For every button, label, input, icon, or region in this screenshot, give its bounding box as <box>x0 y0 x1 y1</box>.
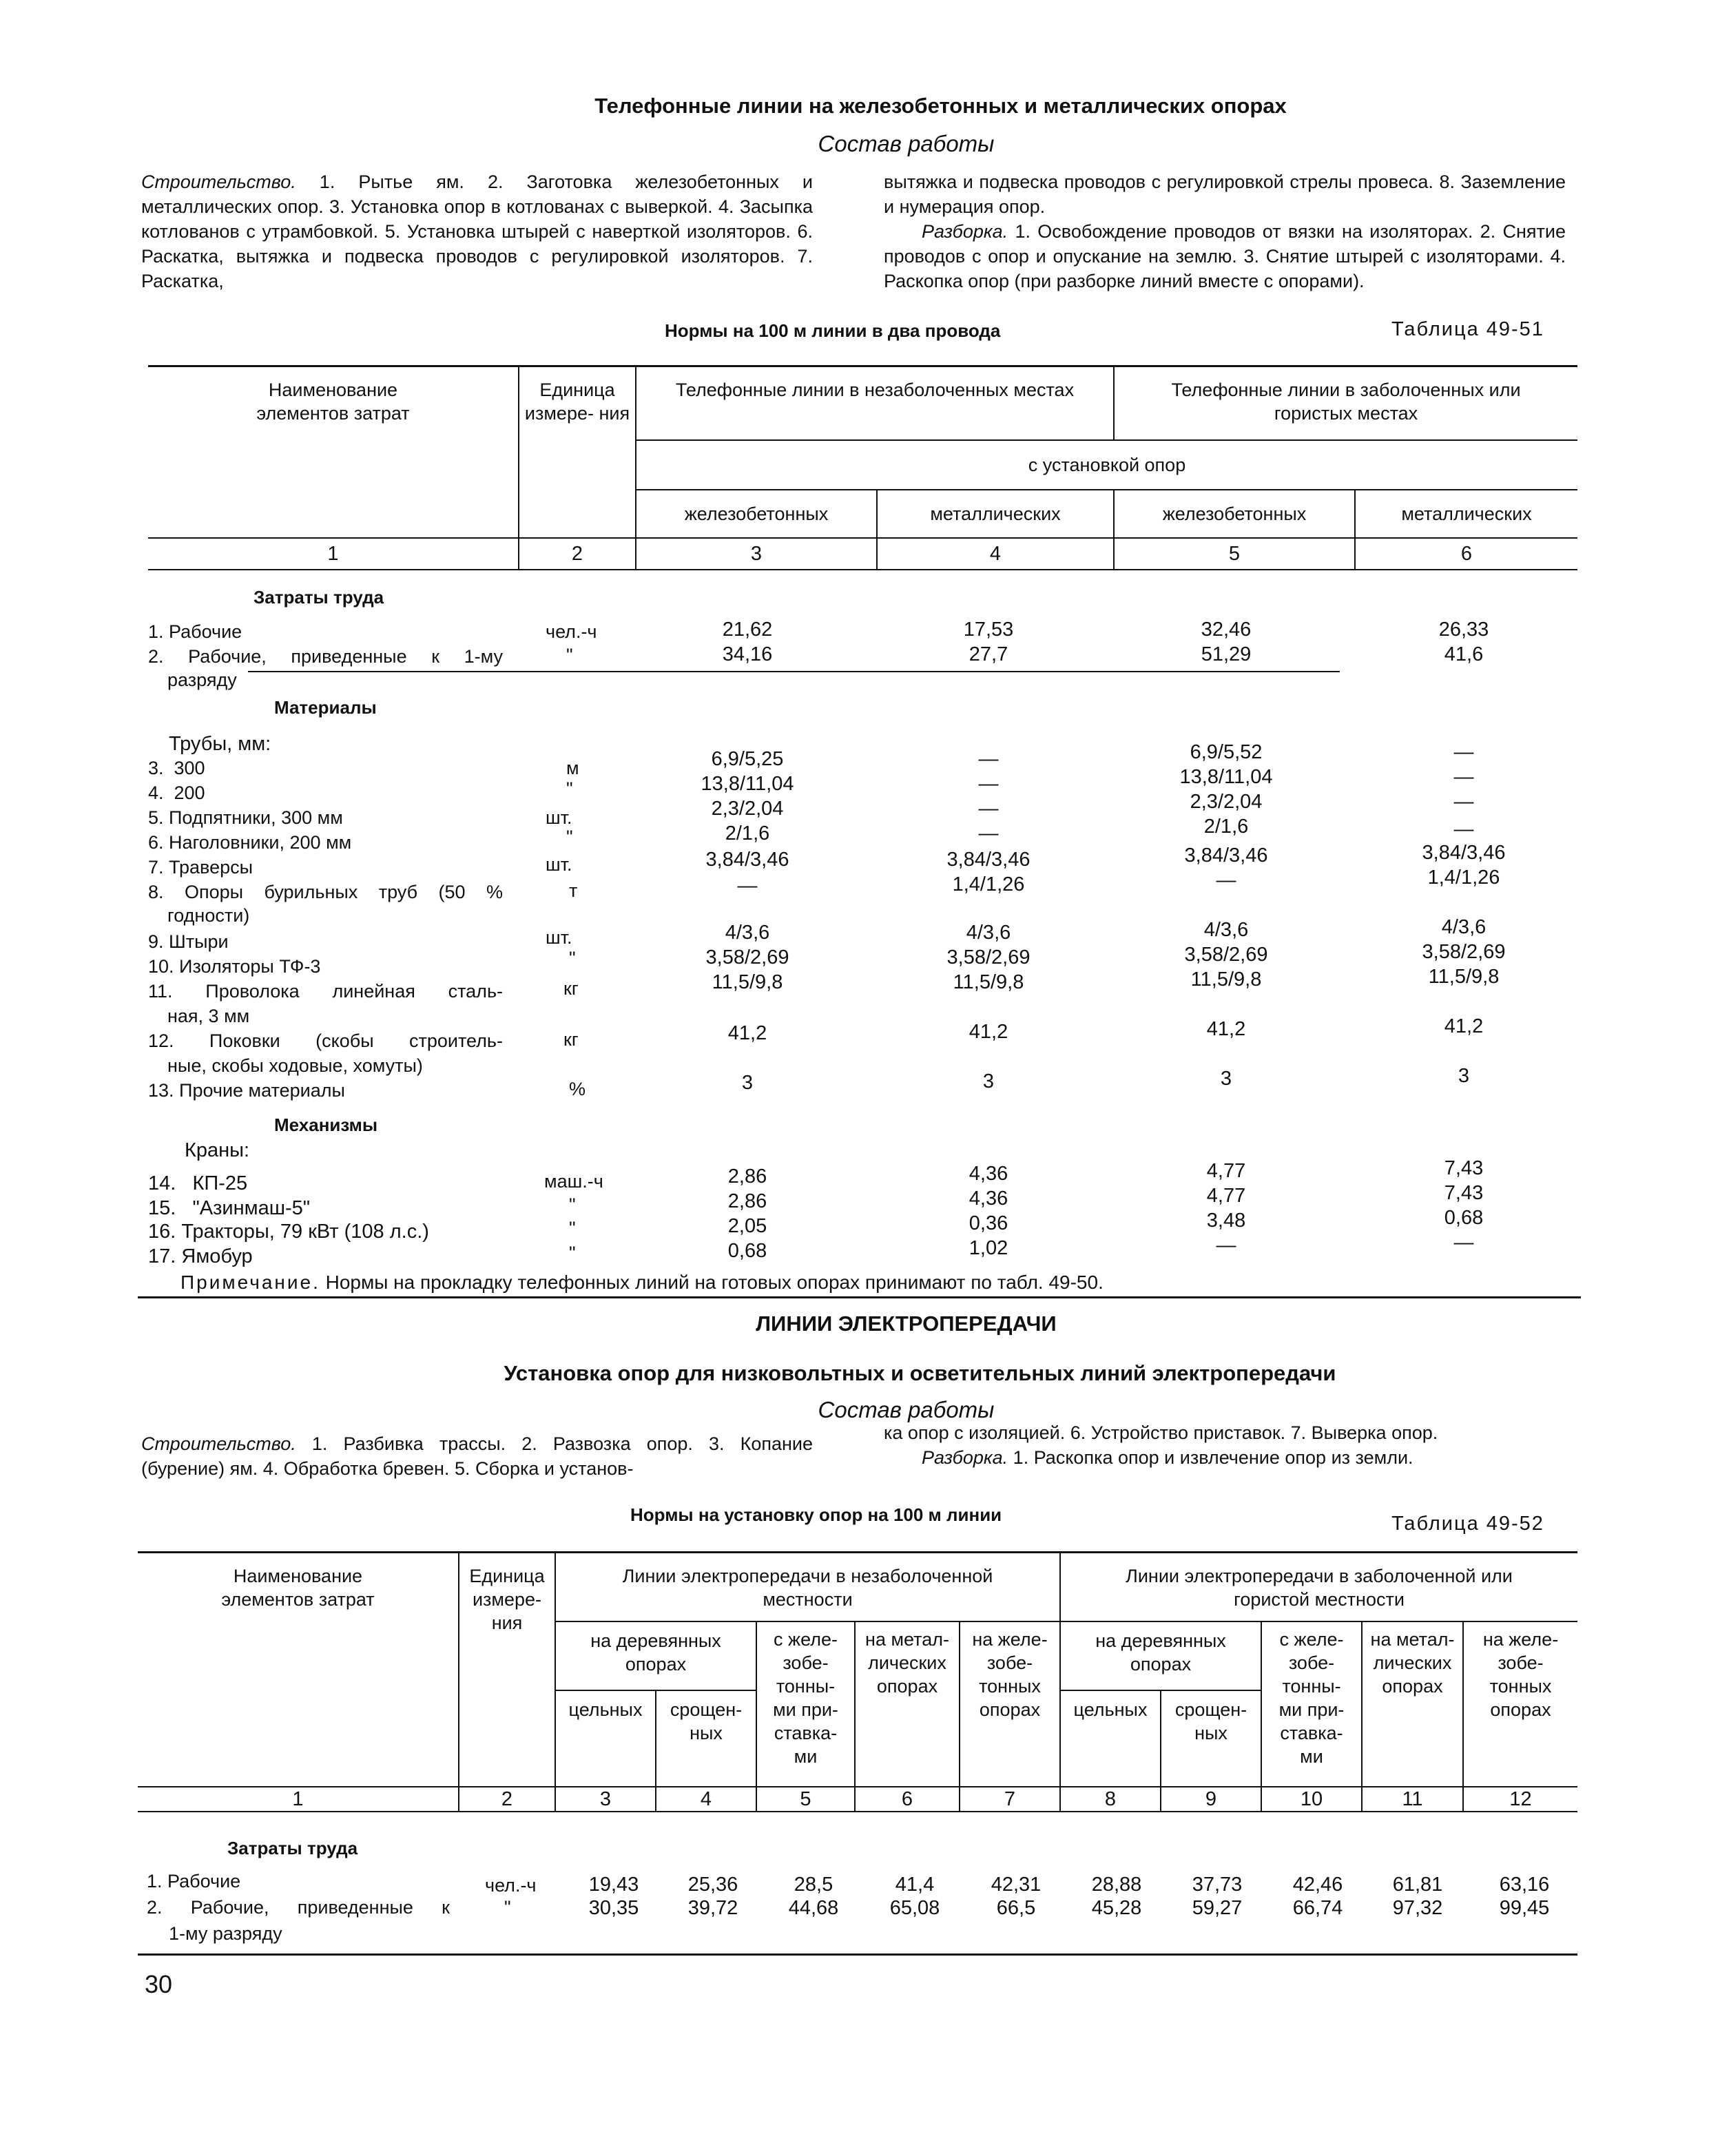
t1-r6-v3: 2/1,6 <box>725 822 770 844</box>
section2-heading: ЛИНИИ ЭЛЕКТРОПЕРЕДАЧИ <box>756 1312 1057 1336</box>
t2-h-rcatt-b: с желе- зобе- тонны- ми при- ставка- ми <box>1261 1621 1362 1787</box>
t1-r15-v6: 7,43 <box>1444 1182 1484 1204</box>
section1-left-text: 1. Рытье ям. 2. Заготовка железобетонных и металлических опор. 3. Установка опор в котлованах с выверкой. 4. Засыпка котлованов с утрамбовкой. 5. Установка штырей с наверткой изоляторов. 6. Раскатка, вытяжка и подвеска проводов с регулировкой изоляторов. 7. Раскатка, <box>141 172 813 291</box>
section1-left-paragraph <box>141 169 813 293</box>
t1-r2-name2: разряду <box>167 670 237 690</box>
t1-h-group1: Телефонные линии в незаболоченных местах <box>636 366 1114 440</box>
t1-r8-name: 8. Опоры бурильных труб (50 % <box>148 882 503 902</box>
t1-r13-v6: 3 <box>1458 1065 1470 1087</box>
t1-r12-v4: 41,2 <box>969 1021 1008 1043</box>
t1-r15-v3: 2,86 <box>727 1190 767 1212</box>
t1-r16-v3: 2,05 <box>727 1215 767 1237</box>
t2-h-name: Наименование элементов затрат <box>138 1553 459 1787</box>
t1-r11-name: 11. Проволока линейная сталь- <box>148 981 503 1002</box>
t1-r17-v3: 0,68 <box>727 1240 767 1262</box>
t2-h-rc-a: на желе- зобе- тонных опорах <box>960 1621 1060 1787</box>
t1-r1-unit: чел.-ч <box>546 621 597 642</box>
t1-r10-v4: 3,58/2,69 <box>946 946 1030 968</box>
section1-right-paragraph <box>884 169 1566 293</box>
t1-r5-name: 5. Подпятники, 300 мм <box>148 807 343 828</box>
t2-h-solid-a: цельных <box>555 1690 656 1787</box>
t1-num-5: 5 <box>1114 538 1355 570</box>
t1-r8-v6: 1,4/1,26 <box>1427 867 1500 889</box>
t1-r5-v4: — <box>978 798 999 820</box>
t1-r11-v5: 11,5/9,8 <box>1190 968 1262 991</box>
t1-r2-unit: " <box>566 645 573 665</box>
t2-h-group2: Линии электропередачи в заболоченной или гористой местности <box>1060 1553 1577 1621</box>
t1-r5-unit: шт. <box>546 807 572 828</box>
t2-num-7: 7 <box>960 1787 1060 1812</box>
section2-right-paragraph <box>884 1420 1566 1470</box>
t1-r8-name2: годности) <box>167 905 250 926</box>
t2-r2-v10: 66,74 <box>1292 1897 1343 1919</box>
t1-r1-name: 1. Рабочие <box>148 621 242 642</box>
t1-r9-v5: 4/3,6 <box>1203 919 1249 941</box>
section-divider <box>138 1296 1581 1298</box>
section2-right-text1: ка опор с изоляцией. 6. Устройство приставок. 7. Выверка опор. <box>884 1422 1438 1443</box>
t1-r16-v6: 0,68 <box>1444 1207 1484 1229</box>
t1-r16-v5: 3,48 <box>1206 1210 1246 1232</box>
t1-r9-v4: 4/3,6 <box>966 922 1011 944</box>
t1-h-unit: Единица измере- ния <box>519 366 636 538</box>
page-number: 30 <box>145 1970 173 1998</box>
section2-left-paragraph <box>141 1431 813 1481</box>
t1-r4-name: 4. 200 <box>148 782 205 803</box>
t1-r10-name: 10. Изоляторы ТФ-3 <box>148 956 321 977</box>
t1-num-1: 1 <box>148 538 519 570</box>
t1-r11-name2: ная, 3 мм <box>167 1006 250 1026</box>
t1-h-install: с установкой опор <box>636 440 1577 490</box>
t1-r13-v3: 3 <box>741 1072 754 1094</box>
section2-right-text2: 1. Раскопка опор и извлечение опор из земли. <box>1008 1447 1413 1468</box>
t2-r2-v9: 59,27 <box>1192 1897 1243 1919</box>
t1-r17-v5: — <box>1216 1234 1236 1256</box>
t2-num-12: 12 <box>1463 1787 1577 1812</box>
table1-number: Таблица 49-51 <box>1391 318 1544 340</box>
t1-r6-v5: 2/1,6 <box>1203 816 1249 838</box>
t1-sec-mech: Механизмы <box>274 1115 378 1135</box>
t1-r4-v6: — <box>1453 766 1474 788</box>
t1-r12-v3: 41,2 <box>727 1022 767 1044</box>
t2-r2-v8: 45,28 <box>1091 1897 1142 1919</box>
t1-r15-unit: " <box>569 1194 576 1215</box>
t1-h-col3: железобетонных <box>636 490 877 538</box>
t2-r1-v3: 19,43 <box>588 1874 639 1896</box>
t1-r5-v3: 2,3/2,04 <box>711 798 784 820</box>
t2-h-spliced-b: срощен- ных <box>1161 1690 1261 1787</box>
t2-r2-v4: 39,72 <box>687 1897 738 1919</box>
t1-r12-name: 12. Поковки (скобы строитель- <box>148 1030 503 1051</box>
table2-bottom-rule <box>138 1953 1577 1956</box>
t1-sec-materials: Материалы <box>274 697 377 718</box>
t1-r6-unit: " <box>566 827 573 847</box>
t1-r4-unit: " <box>566 778 573 799</box>
t1-r17-v6: — <box>1453 1232 1474 1254</box>
t1-r2-v3: 34,16 <box>722 643 773 665</box>
t1-note-text: Нормы на прокладку телефонных линий на готовых опорах принимают по табл. 49-50. <box>320 1272 1104 1293</box>
t2-num-5: 5 <box>756 1787 855 1812</box>
t1-r10-v3: 3,58/2,69 <box>705 946 789 968</box>
t2-sec-labor: Затраты труда <box>227 1838 358 1858</box>
t1-r14-unit: маш.-ч <box>544 1171 603 1192</box>
t1-r3-v5: 6,9/5,52 <box>1190 741 1263 763</box>
t1-h-col6: металлических <box>1355 490 1577 538</box>
t1-r14-v5: 4,77 <box>1206 1160 1246 1182</box>
t2-r1-v11: 61,81 <box>1392 1874 1443 1896</box>
t2-h-metal-a: на метал- лических опорах <box>855 1621 960 1787</box>
t1-r9-v3: 4/3,6 <box>725 922 770 944</box>
t2-h-wood-a: на деревянных опорах <box>555 1621 756 1690</box>
t1-r8-v5: — <box>1216 869 1236 891</box>
t2-r2-name: 2. Рабочие, приведенные к <box>147 1897 450 1918</box>
t1-r11-v3: 11,5/9,8 <box>712 971 783 993</box>
section1-subtitle: Состав работы <box>818 131 995 156</box>
section2-left-text: 1. Разбивка трассы. 2. Развозка опор. 3. Копание (бурение) ям. 4. Обработка бревен. 5. Сборка и установ- <box>141 1433 813 1479</box>
t1-r7-v5: 3,84/3,46 <box>1184 844 1268 867</box>
t1-r6-v6: — <box>1453 818 1474 840</box>
t1-r3-v3: 6,9/5,25 <box>711 748 784 770</box>
t2-num-3: 3 <box>555 1787 656 1812</box>
t1-r4-v4: — <box>978 773 999 795</box>
t1-r12-v5: 41,2 <box>1206 1018 1246 1040</box>
t2-num-11: 11 <box>1362 1787 1463 1812</box>
section2-right-lead: Разборка. <box>922 1447 1008 1468</box>
t2-r2-name2: 1-му разряду <box>169 1923 282 1944</box>
t1-pipes-label: Трубы, мм: <box>169 733 271 755</box>
t1-r15-v4: 4,36 <box>969 1188 1008 1210</box>
t1-r7-name: 7. Траверсы <box>148 857 253 878</box>
t1-r13-unit: % <box>569 1079 586 1099</box>
section1-title: Телефонные линии на железобетонных и металлических опорах <box>594 94 1287 118</box>
t2-num-2: 2 <box>459 1787 555 1812</box>
t1-r3-v4: — <box>978 748 999 770</box>
t1-r7-v6: 3,84/3,46 <box>1422 842 1506 864</box>
t2-r1-v4: 25,36 <box>687 1874 738 1896</box>
t1-labor-underline <box>248 671 1340 672</box>
t1-r11-unit: кг <box>563 978 579 999</box>
t1-r5-v5: 2,3/2,04 <box>1190 791 1263 813</box>
t1-r12-v6: 41,2 <box>1444 1015 1484 1037</box>
t1-r14-name: 14. КП-25 <box>148 1172 248 1194</box>
t1-r8-v3: — <box>737 875 758 897</box>
t1-r2-v6: 41,6 <box>1444 643 1484 665</box>
t2-h-rcatt-a: с желе- зобе- тонны- ми при- ставка- ми <box>756 1621 855 1787</box>
t1-r6-v4: — <box>978 822 999 844</box>
t2-h-wood-b: на деревянных опорах <box>1060 1621 1261 1690</box>
t1-r6-name: 6. Наголовники, 200 мм <box>148 832 352 853</box>
t1-r9-v6: 4/3,6 <box>1441 916 1487 938</box>
t1-note <box>180 1272 1104 1294</box>
t1-r10-unit: " <box>569 948 576 968</box>
t2-r2-v11: 97,32 <box>1392 1897 1443 1919</box>
t1-r11-v6: 11,5/9,8 <box>1428 966 1500 988</box>
t2-h-unit: Единица измере- ния <box>459 1553 555 1787</box>
t1-num-4: 4 <box>877 538 1114 570</box>
t1-r4-v5: 13,8/11,04 <box>1179 766 1273 788</box>
t2-r1-v7: 42,31 <box>991 1874 1042 1896</box>
t1-num-3: 3 <box>636 538 877 570</box>
t1-num-6: 6 <box>1355 538 1577 570</box>
t2-r1-v12: 63,16 <box>1499 1874 1550 1896</box>
table2-header <box>138 1552 1577 1812</box>
section1-right-text2: 1. Освобождение проводов от вязки на изоляторах. 2. Снятие проводов с опор и опускание на землю. 3. Снятие штырей с изоляторами. 4. Раскопка опор (при разборке линий вместе с опорами). <box>884 221 1566 291</box>
t1-r16-v4: 0,36 <box>969 1212 1008 1234</box>
t1-r1-v3: 21,62 <box>722 619 773 641</box>
t2-r1-unit: чел.-ч <box>485 1875 537 1896</box>
t1-r10-v5: 3,58/2,69 <box>1184 944 1268 966</box>
t1-r11-v4: 11,5/9,8 <box>953 971 1024 993</box>
t1-r13-name: 13. Прочие материалы <box>148 1080 345 1101</box>
t1-r1-v6: 26,33 <box>1438 619 1489 641</box>
t2-num-4: 4 <box>656 1787 756 1812</box>
table1-caption: Нормы на 100 м линии в два провода <box>665 320 1001 341</box>
t1-r7-v3: 3,84/3,46 <box>705 849 789 871</box>
t1-r9-unit: шт. <box>546 927 572 948</box>
t1-r14-v6: 7,43 <box>1444 1157 1484 1179</box>
t1-r3-v6: — <box>1453 741 1474 763</box>
t1-r4-v3: 13,8/11,04 <box>701 773 794 795</box>
t1-r13-v4: 3 <box>982 1070 995 1092</box>
t1-num-2: 2 <box>519 538 636 570</box>
t1-r12-unit: кг <box>563 1029 579 1050</box>
t1-r1-v4: 17,53 <box>963 619 1014 641</box>
t1-r2-v5: 51,29 <box>1201 643 1252 665</box>
t2-r1-v10: 42,46 <box>1292 1874 1343 1896</box>
t2-r2-v5: 44,68 <box>788 1897 839 1919</box>
t2-r1-v8: 28,88 <box>1091 1874 1142 1896</box>
t2-num-9: 9 <box>1161 1787 1261 1812</box>
section2-title: Установка опор для низковольтных и осветительных линий электропередачи <box>504 1361 1336 1385</box>
t1-r5-v6: — <box>1453 791 1474 813</box>
t1-r8-v4: 1,4/1,26 <box>952 873 1025 895</box>
t2-r2-v12: 99,45 <box>1499 1897 1550 1919</box>
t1-r16-name: 16. Тракторы, 79 кВт (108 л.с.) <box>148 1221 429 1243</box>
t2-num-10: 10 <box>1261 1787 1362 1812</box>
t2-h-spliced-a: срощен- ных <box>656 1690 756 1787</box>
t1-r17-unit: " <box>569 1243 576 1263</box>
t2-h-solid-b: цельных <box>1060 1690 1161 1787</box>
t2-r1-v9: 37,73 <box>1192 1874 1243 1896</box>
t2-h-group1: Линии электропередачи в незаболоченной местности <box>555 1553 1060 1621</box>
section1-right-text1: вытяжка и подвеска проводов с регулировкой стрелы провеса. 8. Заземление и нумерация опор. <box>884 172 1566 217</box>
t2-num-6: 6 <box>855 1787 960 1812</box>
t1-r14-v4: 4,36 <box>969 1163 1008 1185</box>
t1-r7-v4: 3,84/3,46 <box>946 849 1030 871</box>
section2-subtitle: Состав работы <box>818 1397 995 1422</box>
t2-h-metal-b: на метал- лических опорах <box>1362 1621 1463 1787</box>
t1-r15-name: 15. "Азинмаш-5" <box>148 1197 311 1219</box>
section1-left-lead: Строительство. <box>141 172 296 192</box>
t1-h-name: Наименование элементов затрат <box>148 366 519 538</box>
t1-r13-v5: 3 <box>1220 1068 1232 1090</box>
table2-number: Таблица 49-52 <box>1391 1513 1544 1535</box>
t1-r3-name: 3. 300 <box>148 758 205 778</box>
t2-h-rc-b: на желе- зобе- тонных опорах <box>1463 1621 1577 1787</box>
t1-sec-labor: Затраты труда <box>253 587 384 608</box>
t2-r1-v6: 41,4 <box>895 1874 935 1896</box>
t1-r12-name2: ные, скобы ходовые, хомуты) <box>167 1055 423 1076</box>
t1-r7-unit: шт. <box>546 854 572 875</box>
t1-r10-v6: 3,58/2,69 <box>1422 941 1506 963</box>
t2-r2-v3: 30,35 <box>588 1897 639 1919</box>
t2-r1-name: 1. Рабочие <box>147 1871 241 1891</box>
t2-num-1: 1 <box>138 1787 459 1812</box>
t1-r14-v3: 2,86 <box>727 1165 767 1188</box>
t1-h-col5: железобетонных <box>1114 490 1355 538</box>
section2-left-lead: Строительство. <box>141 1433 296 1454</box>
t1-r2-v4: 27,7 <box>969 643 1008 665</box>
t2-r2-v6: 65,08 <box>889 1897 940 1919</box>
t1-r15-v5: 4,77 <box>1206 1185 1246 1207</box>
t1-r8-unit: т <box>569 880 578 901</box>
t1-r17-v4: 1,02 <box>969 1237 1008 1259</box>
t1-h-group2: Телефонные линии в заболоченных или гористых местах <box>1114 366 1577 440</box>
t1-r2-name: 2. Рабочие, приведенные к 1-му <box>148 646 503 667</box>
t2-r1-v5: 28,5 <box>794 1874 833 1896</box>
t2-num-8: 8 <box>1060 1787 1161 1812</box>
t2-r2-v7: 66,5 <box>996 1897 1036 1919</box>
t1-r1-v5: 32,46 <box>1201 619 1252 641</box>
t2-r2-unit: " <box>504 1897 511 1918</box>
section1-right-lead: Разборка. <box>922 221 1008 242</box>
t1-r3-unit: м <box>566 758 579 778</box>
t1-r16-unit: " <box>569 1218 576 1238</box>
table1-header <box>148 366 1577 570</box>
t1-cranes-label: Краны: <box>185 1139 250 1161</box>
t1-r9-name: 9. Штыри <box>148 931 229 952</box>
t1-h-col4: металлических <box>877 490 1114 538</box>
t1-r17-name: 17. Ямобур <box>148 1245 253 1267</box>
t1-note-lead: Примечание. <box>180 1272 320 1293</box>
table2-caption: Нормы на установку опор на 100 м линии <box>630 1504 1002 1525</box>
